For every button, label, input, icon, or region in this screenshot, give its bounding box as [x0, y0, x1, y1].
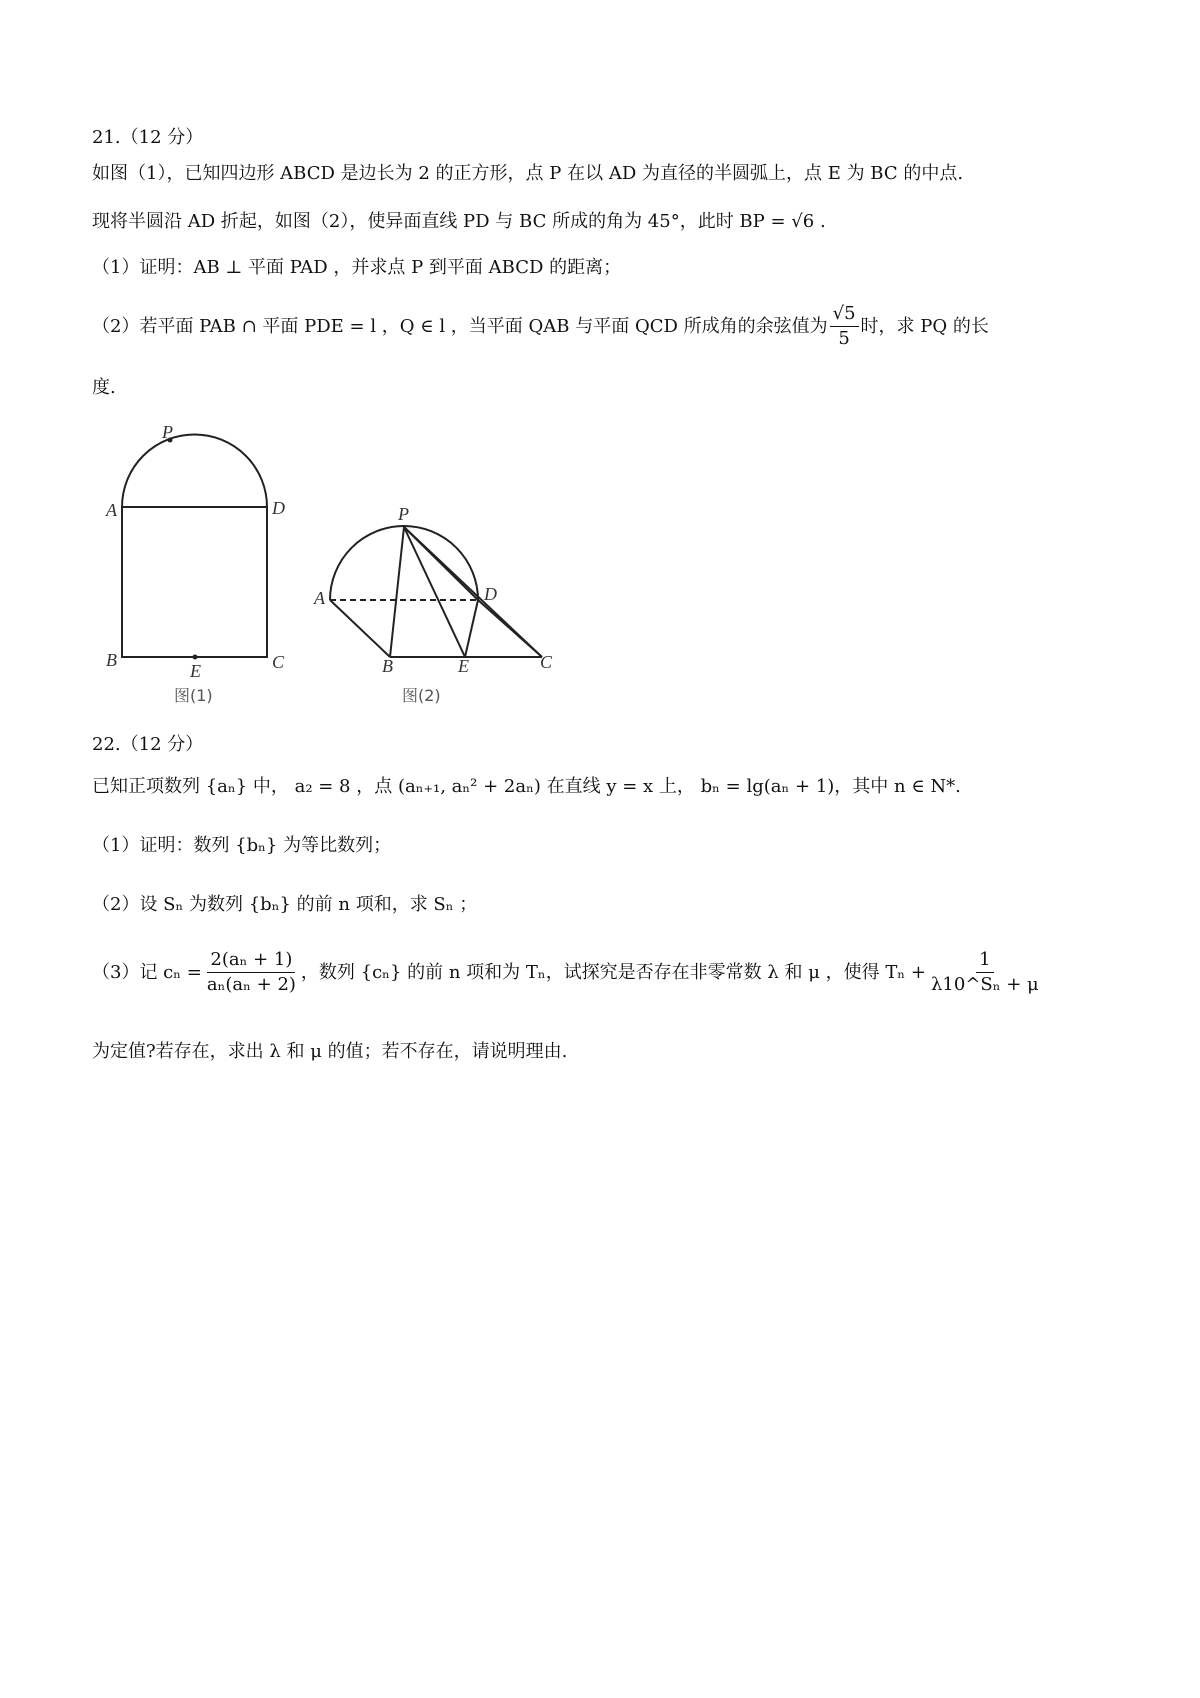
fig1-label-e: E: [190, 661, 201, 681]
frac-denominator: λ10^Sₙ + μ: [931, 974, 1039, 995]
fig1-label-b: B: [106, 650, 117, 670]
q22-part2: （2）设 Sₙ 为数列 {bₙ} 的前 n 项和，求 Sₙ ；: [92, 894, 478, 915]
fig1-label-c: C: [272, 652, 285, 672]
q22-cn-fraction: [204, 948, 299, 997]
fig2-label-e: E: [458, 656, 469, 676]
fig1-label-a: A: [106, 500, 117, 520]
q22-part1: （1）证明：数列 {bₙ} 为等比数列；: [92, 835, 392, 856]
frac-denominator: 5: [838, 328, 850, 349]
q22-line1: 已知正项数列 {aₙ} 中， a₂ = 8 ，点 (aₙ₊₁, aₙ² + 2aₙ) 在直线 y = x 上， bₙ = lg(aₙ + 1)，其中 n ∈ N*.: [92, 776, 961, 797]
q21-line1: 如图（1），已知四边形 ABCD 是边长为 2 的正方形，点 P 在以 AD 为直径的半圆弧上，点 E 为 BC 的中点.: [92, 163, 964, 184]
figure-2: [330, 526, 542, 657]
q21-part2-text-a: （2）若平面 PAB ∩ 平面 PDE = l ，Q ∈ l ，当平面 QAB 与平面 QCD 所成角的余弦值为: [92, 315, 828, 337]
q22-header: 22.（12 分）: [92, 734, 204, 755]
frac-denominator: aₙ(aₙ + 2): [206, 974, 296, 995]
figure-1: [122, 435, 267, 658]
q22-part3-continued: 为定值?若存在，求出 λ 和 μ 的值；若不存在，请说明理由.: [92, 1041, 568, 1062]
fig1-label-p: P: [162, 422, 173, 442]
frac-numerator: √5: [830, 302, 859, 327]
q22-part3-text-b: ，数列 {cₙ} 的前 n 项和为 Tₙ，试探究是否存在非零常数 λ 和 μ ，使得 Tₙ +: [300, 961, 926, 983]
q22-tn-fraction: [928, 948, 1042, 997]
fig2-label-p: P: [398, 504, 409, 524]
fig2-label-b: B: [382, 656, 393, 676]
frac-numerator: 1: [976, 948, 993, 973]
q21-part2-text-b: 时，求 PQ 的长: [860, 315, 989, 337]
q22-part3-text-a: （3）记 cₙ =: [92, 961, 202, 983]
q21-header: 21.（12 分）: [92, 127, 204, 148]
fig1-caption: 图(1): [174, 686, 213, 705]
q21-line2: 现将半圆沿 AD 折起，如图（2），使异面直线 PD 与 BC 所成的角为 45°，此时 BP = √6 .: [92, 211, 826, 232]
point-e-fig1: [193, 655, 198, 660]
q21-part2-continued: 度.: [92, 377, 116, 398]
fig2-label-a: A: [314, 588, 325, 608]
fig2-caption: 图(2): [402, 686, 441, 705]
q21-part1: （1）证明：AB ⊥ 平面 PAD ，并求点 P 到平面 ABCD 的距离；: [92, 257, 622, 278]
fig2-label-d: D: [484, 584, 497, 604]
fig2-label-c: C: [540, 652, 553, 672]
q21-figures: [0, 0, 1200, 720]
frac-numerator: 2(aₙ + 1): [207, 948, 295, 973]
q22-part3: [92, 948, 1044, 997]
fig1-label-d: D: [272, 498, 285, 518]
